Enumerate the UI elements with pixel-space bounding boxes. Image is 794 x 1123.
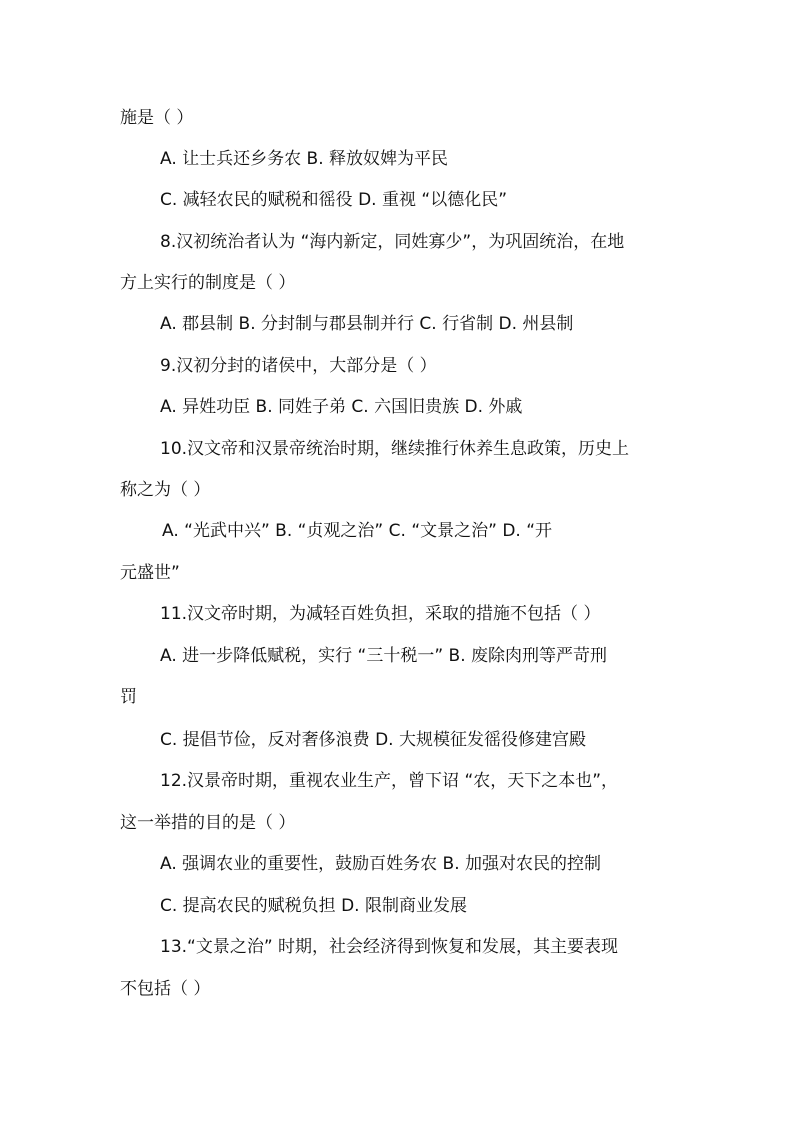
question-12: 12.汉景帝时期，重视农业生产，曾下诏 “农，天下之本也”， (160, 771, 619, 791)
question-8: 8.汉初统治者认为 “海内新定，同姓寡少”，为巩固统治，在地 (160, 232, 625, 252)
text-line: 罚 (120, 687, 137, 707)
option-line: C. 提高农民的赋税负担 D. 限制商业发展 (160, 896, 467, 916)
question-13: 13.“文景之治” 时期，社会经济得到恢复和发展，其主要表现 (160, 937, 619, 957)
question-9: 9.汉初分封的诸侯中，大部分是（ ） (160, 356, 437, 376)
option-line: A. 郡县制 B. 分封制与郡县制并行 C. 行省制 D. 州县制 (160, 314, 574, 334)
text-line: 元盛世” (120, 563, 180, 583)
text-line: 不包括（ ） (120, 979, 211, 999)
question-10: 10.汉文帝和汉景帝统治时期，继续推行休养生息政策，历史上 (160, 439, 630, 459)
option-line: A. “光武中兴” B. “贞观之治” C. “文景之治” D. “开 (162, 521, 553, 541)
text-line: 施是（ ） (120, 108, 194, 128)
question-11: 11.汉文帝时期，为减轻百姓负担，采取的措施不包括（ ） (160, 604, 601, 624)
option-line: A. 强调农业的重要性，鼓励百姓务农 B. 加强对农民的控制 (160, 854, 602, 874)
option-line: C. 减轻农民的赋税和徭役 D. 重视 “以德化民” (160, 190, 507, 210)
option-line: C. 提倡节俭，反对奢侈浪费 D. 大规模征发徭役修建宫殿 (160, 730, 586, 750)
option-line: A. 进一步降低赋税，实行 “三十税一” B. 废除肉刑等严苛刑 (160, 646, 608, 666)
option-line: A. 让士兵还乡务农 B. 释放奴婢为平民 (160, 149, 449, 169)
text-line: 这一举措的目的是（ ） (120, 813, 296, 833)
text-line: 称之为（ ） (120, 480, 211, 500)
text-line: 方上实行的制度是（ ） (120, 273, 296, 293)
option-line: A. 异姓功臣 B. 同姓子弟 C. 六国旧贵族 D. 外戚 (160, 397, 523, 417)
